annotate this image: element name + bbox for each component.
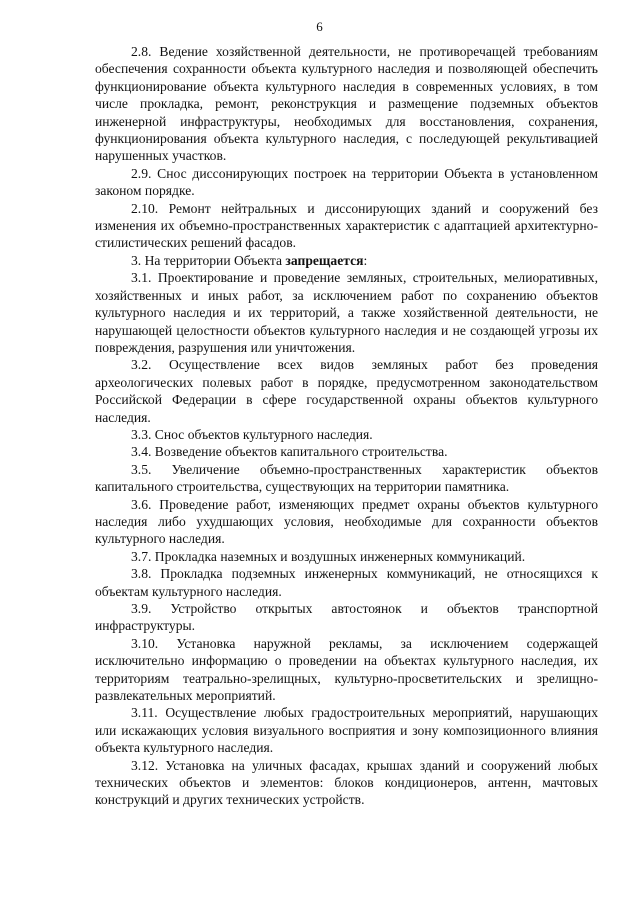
paragraph-3-8: 3.8. Прокладка подземных инженерных коммуникаций, не относящихся к объектам культурного наследия. xyxy=(95,566,598,599)
paragraph-3-9: 3.9. Устройство открытых автостоянок и объектов транспортной инфраструктуры. xyxy=(95,601,598,634)
paragraph-3-1: 3.1. Проектирование и проведение земляных, строительных, мелиоративных, хозяйственных и иных работ, за исключением работ по сохранению объектов культурного наследия и их территорий, а также хозяйственной деятельности, не нарушающей целостности объектов культурного наследия и не создающей угрозы их повреждения, разрушения или уничтожения. xyxy=(95,270,598,355)
paragraph-2-9: 2.9. Снос диссонирующих построек на территории Объекта в установленном законом порядке. xyxy=(95,165,598,199)
paragraph-3-10: 3.10. Установка наружной рекламы, за исключением содержащей исключительно информацию о проведении на объектах культурного наследия, их территориям театрально-зрелищных, культурно-просветительских и зрелищно-развлекательных мероприятий. xyxy=(95,635,598,704)
document-body xyxy=(95,43,598,809)
paragraph-3-2: 3.2. Осуществление всех видов земляных работ без проведения археологических полевых работ в порядке, предусмотренном законодательством Российской Федерации в сфере государственной охраны объектов культурного наследия. xyxy=(95,357,598,425)
paragraph-3-12: 3.12. Установка на уличных фасадах, крышах зданий и сооружений любых технических объектов и элементов: блоков кондиционеров, антенн, мачтовых конструкций и других технических устройств. xyxy=(95,757,598,808)
paragraph-3-heading-text: 3. На территории Объекта xyxy=(131,252,286,268)
paragraph-3-7: 3.7. Прокладка наземных и воздушных инженерных коммуникаций. xyxy=(131,548,526,564)
paragraph-2-10: 2.10. Ремонт нейтральных и диссонирующих зданий и сооружений без изменения их объемно-пространственных характеристик с адаптацией архитектурно-стилистических решений фасадов. xyxy=(95,200,598,251)
page-number: 6 xyxy=(316,19,323,34)
paragraph-3-heading xyxy=(95,252,598,269)
paragraph-3-heading-emphasis: запрещается xyxy=(285,252,364,268)
paragraph-2-8: 2.8. Ведение хозяйственной деятельности, не противоречащей требованиям обеспечения сохранности объекта культурного наследия и позволяющей обеспечить функционирование объекта культурного наследия в современных условиях, в том числе прокладка, ремонт, реконструкция и размещение подземных объектов инженерной инфраструктуры, необходимых для восстановления, сохранения, функционирования объекта культурного наследия, с последующей рекультивацией нарушенных участков. xyxy=(95,44,598,164)
paragraph-3-heading-colon: : xyxy=(363,252,368,268)
paragraph-3-11: 3.11. Осуществление любых градостроительных мероприятий, нарушающих или искажающих условия визуального восприятия и зону композиционного влияния объекта культурного наследия. xyxy=(95,705,598,756)
paragraph-3-6: 3.6. Проведение работ, изменяющих предмет охраны объектов культурного наследия либо ухудшающих условия, необходимые для сохранности объектов культурного наследия. xyxy=(95,496,598,547)
paragraph-3-3: 3.3. Снос объектов культурного наследия. xyxy=(131,426,373,442)
paragraph-3-5: 3.5. Увеличение объемно-пространственных характеристик объектов капитального строительства, существующих на территории памятника. xyxy=(95,461,598,495)
paragraph-3-4: 3.4. Возведение объектов капитального строительства. xyxy=(131,444,448,460)
